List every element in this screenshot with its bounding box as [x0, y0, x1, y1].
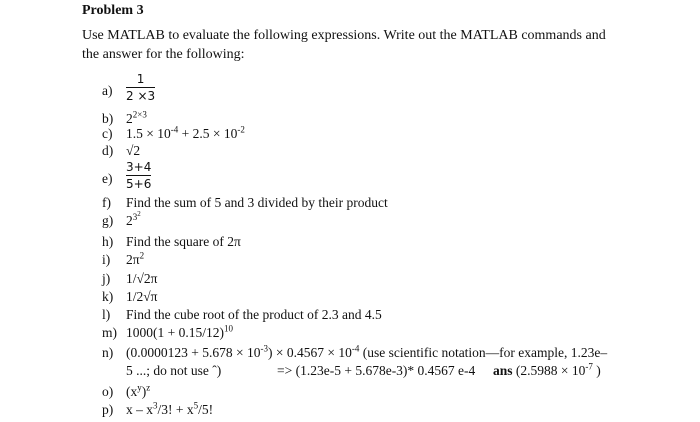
item-l-label: l) — [102, 307, 111, 322]
item-h-text: Find the square of 2π — [126, 234, 241, 249]
item-j-label: j) — [102, 271, 111, 286]
answer-label: ans — [493, 363, 513, 378]
item-p-part-3: /5! — [198, 402, 214, 417]
item-n-hint: => (1.23e-5 + 5.678e-3)* 0.4567 e-4 — [277, 363, 476, 378]
answer-value: (2.5988 × 10 — [512, 363, 586, 378]
item-o-close: ) — [141, 384, 147, 399]
item-p-exp-2: 5 — [193, 400, 199, 411]
item-i-expression — [126, 252, 144, 268]
item-i-label: i) — [102, 252, 111, 267]
item-e-fraction — [126, 158, 151, 191]
answer-exponent: -7 — [585, 361, 593, 372]
item-a-label: a) — [102, 83, 113, 98]
item-d-expression: √2 — [126, 143, 141, 158]
item-e-numerator: 3+4 — [126, 160, 152, 174]
item-i-exponent: 2 — [139, 250, 145, 261]
intro-line-1: Use MATLAB to evaluate the following expressions. Write out the MATLAB commands and — [82, 28, 606, 43]
item-c-exp-1: -4 — [170, 124, 179, 135]
item-g-expression — [126, 209, 141, 229]
item-m-exponent: 10 — [223, 323, 233, 334]
item-n-line-2: 5 ...; do not use ˆ) — [126, 363, 222, 378]
item-m-base: 1000(1 + 0.15/12) — [126, 325, 224, 340]
item-c-exp-2: -2 — [237, 124, 245, 135]
item-m-expression — [126, 325, 233, 341]
item-n-exp-2: -4 — [351, 343, 360, 354]
item-g-base: 2 — [126, 213, 133, 228]
item-m-label: m) — [102, 325, 117, 340]
item-p-part-1: x – x — [126, 402, 153, 417]
item-a-fraction — [126, 70, 155, 103]
item-i-base: 2π — [126, 252, 140, 267]
item-n-label: n) — [102, 345, 114, 360]
item-o-expression — [126, 384, 150, 400]
item-d-label: d) — [102, 143, 114, 158]
item-f-text: Find the sum of 5 and 3 divided by their product — [126, 195, 388, 210]
item-n-answer — [493, 363, 601, 379]
item-n-part-1: (0.0000123 + 5.678 × 10 — [126, 345, 261, 360]
item-f-label: f) — [102, 195, 111, 210]
intro-line-2: the answer for the following: — [82, 47, 245, 62]
item-n-part-3: (use scientific notation—for example, 1.23e– — [359, 345, 608, 360]
item-o-sup-2: z — [146, 382, 151, 393]
item-e-denominator: 5+6 — [126, 177, 152, 191]
item-h-label: h) — [102, 234, 114, 249]
item-c-part-2: + 2.5 × 10 — [178, 126, 238, 141]
item-c-part-1: 1.5 × 10 — [126, 126, 171, 141]
item-k-expression: 1/2√π — [126, 289, 158, 304]
item-p-expression — [126, 402, 213, 418]
item-p-exp-1: 3 — [153, 400, 158, 411]
item-j-expression: 1/√2π — [126, 271, 158, 286]
item-o-label: o) — [102, 384, 114, 399]
problem-title: Problem 3 — [82, 3, 144, 18]
item-c-expression — [126, 126, 245, 142]
item-b-label: b) — [102, 111, 114, 126]
fraction-bar — [126, 87, 155, 88]
item-g-exponent-2: 2 — [137, 209, 141, 218]
item-n-expression — [126, 345, 607, 361]
item-b-exponent: 2×3 — [132, 109, 147, 120]
item-p-label: p) — [102, 402, 114, 417]
item-a-denominator: 2 ×3 — [126, 89, 156, 103]
item-o-base: (x — [126, 384, 138, 399]
fraction-bar — [126, 175, 151, 176]
item-e-label: e) — [102, 171, 113, 186]
item-b-base: 2 — [126, 111, 133, 126]
item-a-numerator: 1 — [136, 72, 145, 86]
answer-close: ) — [592, 363, 601, 378]
item-k-label: k) — [102, 289, 114, 304]
item-n-part-2: ) × 0.4567 × 10 — [267, 345, 352, 360]
item-g-label: g) — [102, 213, 114, 228]
item-g-exponent: 3 — [132, 211, 138, 222]
item-o-sup-1: y — [137, 382, 142, 393]
item-c-label: c) — [102, 126, 113, 141]
item-b-expression — [126, 111, 147, 127]
item-l-text: Find the cube root of the product of 2.3 and 4.5 — [126, 307, 382, 322]
problem-intro — [82, 26, 642, 64]
item-n-exp-1: -3 — [260, 343, 268, 354]
item-p-part-2: /3! + x — [157, 402, 194, 417]
